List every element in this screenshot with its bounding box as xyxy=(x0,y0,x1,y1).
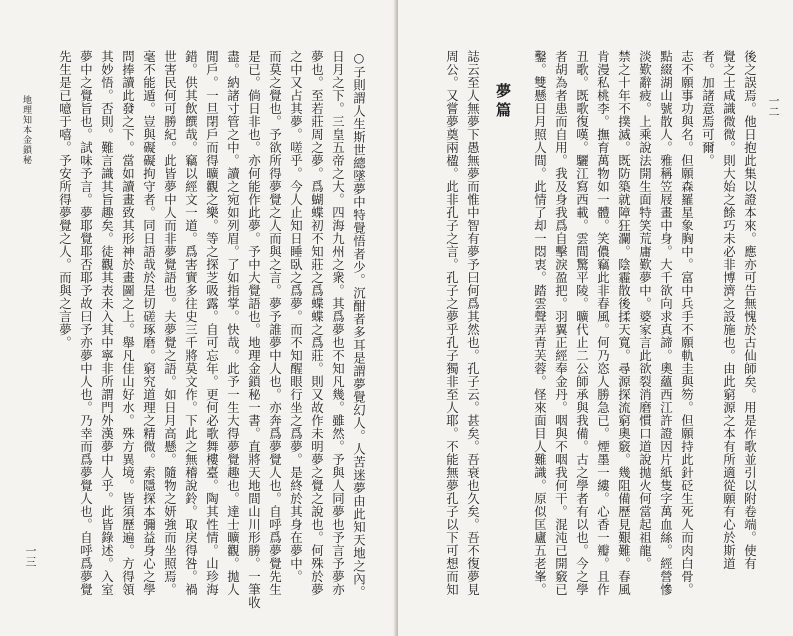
right-column-10: 者胡為者患而自用。我及身我爲自擊淚盈把。羽翼正經奉金丹。咽與不咽我何干。混沌已開竅已 xyxy=(553,50,569,596)
left-column-14: 夢中之覺旨也。試味予言。夢耶覺耶否耶予故曰予亦夢中人也。乃幸而爲夢覺人也。自呼爲夢覺 xyxy=(78,50,94,596)
right-column-8: 肯漫私桃李。撫育萬物如一體。笑儂竊此非春風。何乃恣人勝急已。煙墨一縷。心香一瓣。且作 xyxy=(595,50,611,596)
left-column-5: 而莫之覺也。予欲所得夢覺之人而與之言。夢予誰夢中人也。亦奔爲夢覺人也。自呼爲夢覺先生 xyxy=(267,50,283,596)
right-page-number: 一二 xyxy=(767,95,780,117)
left-column-3: 夢也。至若莊周之夢。爲蝴蝶初不知莊之爲蝶蝶之爲莊。則又故作未明夢之覺之說也。何殊於夢 xyxy=(309,50,325,596)
right-column-2: 覺之士咸識微微。則大始之餘巧未必非博濟之設施也。由此窮源之本有所適從願有心於斯道 xyxy=(721,50,737,570)
right-column-3: 者。加諸意焉可爾。 xyxy=(700,50,716,167)
right-column-11: 鑿。雙懸日月照人間。此情了却一悶衷。踏雲聲弄青芙蓉。怪來面目人難識。原似匡廬五老峯。 xyxy=(532,50,548,596)
left-column-2: 日月之下。三皇五帝之大。四海九州之衆。其爲夢也不知凡幾。雖然。予與人同夢也予言予夢亦 xyxy=(330,50,346,596)
left-column-10: 世害民何可勝紀。此皆夢中人而非夢覺語也。夫夢覺之語。如日月高懸。隨物之妍強而坐照焉。 xyxy=(162,50,178,596)
left-page xyxy=(0,0,395,636)
book-title-marker: 地理知本金鎖秘 xyxy=(21,95,31,165)
right-column-7: 禁之十年不撲滅。既防築就障狂瀾。陰霾散後揉天寬。尋源探流窮奧竅。幾阻備歷見艱難。春風 xyxy=(616,50,632,596)
left-column-6: 是已。倘日非也。亦何能作此夢。予中大覺語也。地理金鎖秘一書。直將天地間山川形勝。一筆收 xyxy=(246,50,262,609)
left-column-11: 毫不能遁。豈與礙礙拘守者。同日語哉於是切磋琢磨。窮究道理之精微。索隱探本彌益身心之學 xyxy=(141,50,157,596)
right-page xyxy=(398,0,793,636)
right-body-column-1: 誌云至人無夢下愚無夢而惟中智有夢予曰何爲其然也。孔子云。甚矣。吾衰也久矣。吾不復夢見 xyxy=(465,50,481,596)
left-column-8: 閒戶。一旦閉戶而得曠觀之樂。等之探芝吸露。自可忘年。更何必歌舞樓臺。陶其性情。山珍海 xyxy=(204,50,220,596)
right-body-column-2: 周公。又嘗夢奠兩楹。此非孔子之言。孔子之夢乎孔子獨非至人耶。不能無夢孔子以下可想而知 xyxy=(444,50,460,596)
right-column-4: 志不願事功與名。但願森羅星象胸中。富中兵手不願軌圭與笏。但願持此針砭生死人而肉白骨。 xyxy=(679,50,695,596)
right-column-9: 丑歌。既歌復嘆。驪江寫西載。雲間驚平陵。曠代止二公師承與我備。古之學者有以也。今之學 xyxy=(574,50,590,596)
left-page-number: 一三 xyxy=(24,545,37,567)
left-column-1: ○子則謂人生斯世總墜夢中特覺悟者少。沉酣者多耳是謂夢覺幻人。人苦迷夢由此知天地之內。 xyxy=(351,50,367,599)
left-column-4: 之中又占其夢。嗟乎。今人止知日睡臥之爲夢。而不知醒眼行坐之爲夢。是終於其身在夢中。 xyxy=(288,50,304,583)
left-column-13: 其妙悟。否則。難言識其旨趣矣。徒觀其表未入其中寧非所謂門外漢夢中人乎。此皆錄述。入室 xyxy=(99,50,115,596)
left-column-15: 先生是已噫于嘻。予安所得夢覺之人。而與之言夢。 xyxy=(57,50,73,349)
right-column-6: 淡歎辭疲。上乘說法開生面特笑荒庸歎夢中。婆家言此欲裂消磨慣口道說拋火何當起祖龍。 xyxy=(637,50,653,570)
right-column-1: 後之誤焉。他日抱此集以證本來。應亦可告無愧於古仙師矣。用是作歌並引以附卷端。使有 xyxy=(742,50,758,570)
section-title: 夢篇 xyxy=(494,83,512,121)
right-column-5: 點綴湖山號散人。雅稱笠屐畫中身。大千欲向求真諦。奧蘊西江許證因片紙隻字萬血絲。經營慘 xyxy=(658,50,674,596)
left-column-7: 盡。納諸寸管之中。讀之宛如列眉。了如指掌。快哉。此予一生大得夢覺趣也。達士曠觀。拋人 xyxy=(225,50,241,596)
left-column-12: 問捧讀此發之下。當如讀畫致其形神於畫圖之上。舉凡佳山好水。殊方異境。皆須歷遍。方得領 xyxy=(120,50,136,596)
left-column-9: 錯。供其飲饌哉。竊以經文一道。爲害實多往史三千將莫文作。下此之無稽說鈴。取戾得咎。禍 xyxy=(183,50,199,596)
